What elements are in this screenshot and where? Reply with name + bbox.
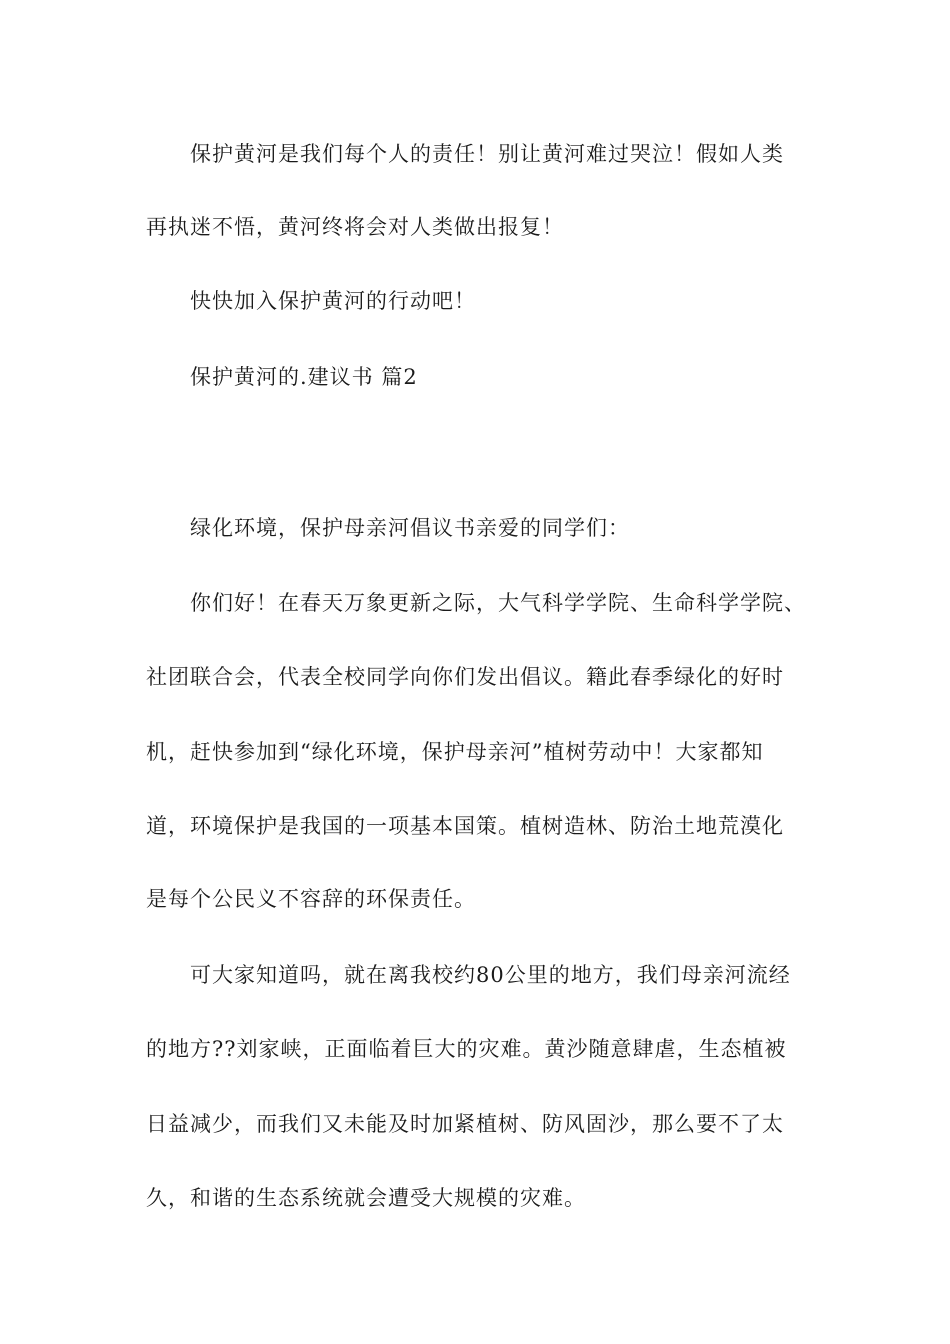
paragraph-line: 保护黄河是我们每个人的责任！别让黄河难过哭泣！假如人类 bbox=[190, 142, 784, 166]
paragraph-line: 快快加入保护黄河的行动吧！ bbox=[190, 289, 476, 313]
paragraph-line: 久，和谐的生态系统就会遭受大规模的灾难。 bbox=[146, 1186, 586, 1210]
paragraph-line: 日益减少，而我们又未能及时加紧植树、防风固沙，那么要不了太 bbox=[146, 1112, 784, 1136]
paragraph-line: 道，环境保护是我国的一项基本国策。植树造林、防治土地荒漠化 bbox=[146, 814, 784, 838]
paragraph-line: 再执迷不悟，黄河终将会对人类做出报复！ bbox=[146, 215, 564, 239]
paragraph-line: 是每个公民义不容辞的环保责任。 bbox=[146, 887, 476, 911]
section-heading: 保护黄河的.建议书 篇2 bbox=[190, 365, 418, 389]
paragraph-line: 绿化环境，保护母亲河倡议书亲爱的同学们： bbox=[190, 516, 630, 540]
paragraph-line: 机，赶快参加到“绿化环境，保护母亲河”植树劳动中！大家都知 bbox=[146, 740, 764, 764]
paragraph-line: 社团联合会，代表全校同学向你们发出倡议。籍此春季绿化的好时 bbox=[146, 665, 784, 689]
paragraph-line: 可大家知道吗，就在离我校约80公里的地方，我们母亲河流经 bbox=[190, 963, 791, 987]
paragraph-line: 你们好！在春天万象更新之际，大气科学学院、生命科学学院、 bbox=[190, 591, 806, 615]
paragraph-line: 的地方??刘家峡，正面临着巨大的灾难。黄沙随意肆虐，生态植被 bbox=[146, 1037, 787, 1061]
